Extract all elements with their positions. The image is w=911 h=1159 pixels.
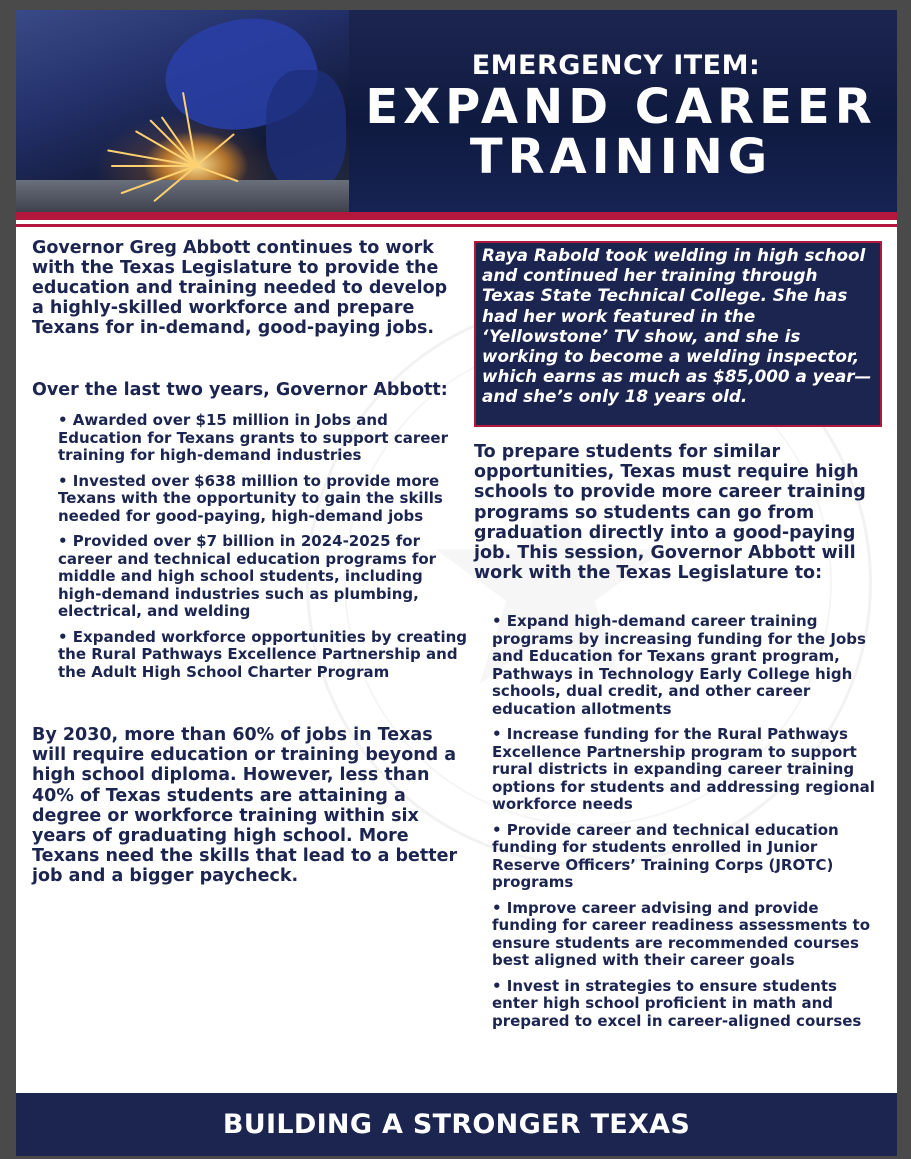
page-title [356,79,886,185]
accomplishments-list [58,412,468,689]
list-item: • Improve career advising and provide funding for career readiness assessments to ensure students are recommended courses best aligned with their career goals [492,898,871,969]
list-item: • Awarded over $15 million in Jobs and Education for Texans grants to support career training for high-demand industries [58,411,448,464]
prepare-paragraph: To prepare students for similar opportunities, Texas must require high schools to provide more career training programs so students can go from graduation directly into a good-paying job. This session, Governor Abbott will work with the Texas Legislature to: [474,442,866,584]
list-item: • Provided over $7 billion in 2024-2025 for career and technical education programs for middle and high school students, including high-demand industries such as plumbing, electrical, and welding [58,532,437,620]
title-line-1: EXPAND CAREER [365,79,877,135]
list-item: • Expanded workforce opportunities by creating the Rural Pathways Excellence Partnership and the Adult High School Charter Program [58,627,468,681]
list-item: • Invested over $638 million to provide more Texans with the opportunity to gain the skills needed for good-paying, high-demand jobs [58,471,443,525]
stats-paragraph: By 2030, more than 60% of jobs in Texas will require education or training beyond a high school diploma. However, less than 40% of Texas students are attaining a degree or workforce training within six years of graduating high school. More Texans need the skills that lead to a better job and a bigger paycheck. [32,725,458,887]
welder-photo [16,10,349,212]
title-line-2: TRAINING [469,129,773,185]
title-eyebrow: EMERGENCY ITEM: [471,50,761,81]
footer-banner: BUILDING A STRONGER TEXAS [16,1093,897,1156]
intro-paragraph: Governor Greg Abbott continues to work with the Texas Legislature to provide the education and training needed to develop a highly-skilled workforce and prepare Texans for in-demand, good-paying jobs. [32,238,448,338]
callout-text: Raya Rabold took welding in high school and continued her training through Texas State Technical College. She has had her work featured in the ‘Yellowstone’ TV show, and she is working to become a welding inspector, which earns as much as $85,000 a year—and she’s only 18 years old. [482,245,872,407]
list-item: • Increase funding for the Rural Pathways Excellence Partnership program to support rural districts in expanding career training options for students and addressing regional workforce needs [492,725,875,813]
document-page [16,10,897,1156]
callout-box [474,241,882,427]
list-item: • Invest in strategies to ensure students enter high school proficient in math and prepared to excel in career-aligned courses [492,976,862,1030]
divider-stripe [16,212,897,220]
list-item: • Expand high-demand career training programs by increasing funding for the Jobs and Education for Texans grant program, Pathways in Technology Early College high schools, dual credit, and other career education allotments [492,612,866,718]
plans-list [492,613,887,1038]
list-item: • Provide career and technical education funding for students enrolled in Junior Reserve Officers’ Training Corps (JROTC) programs [492,820,839,891]
accomplishments-heading: Over the last two years, Governor Abbott: [32,380,448,400]
header-banner [16,10,897,212]
